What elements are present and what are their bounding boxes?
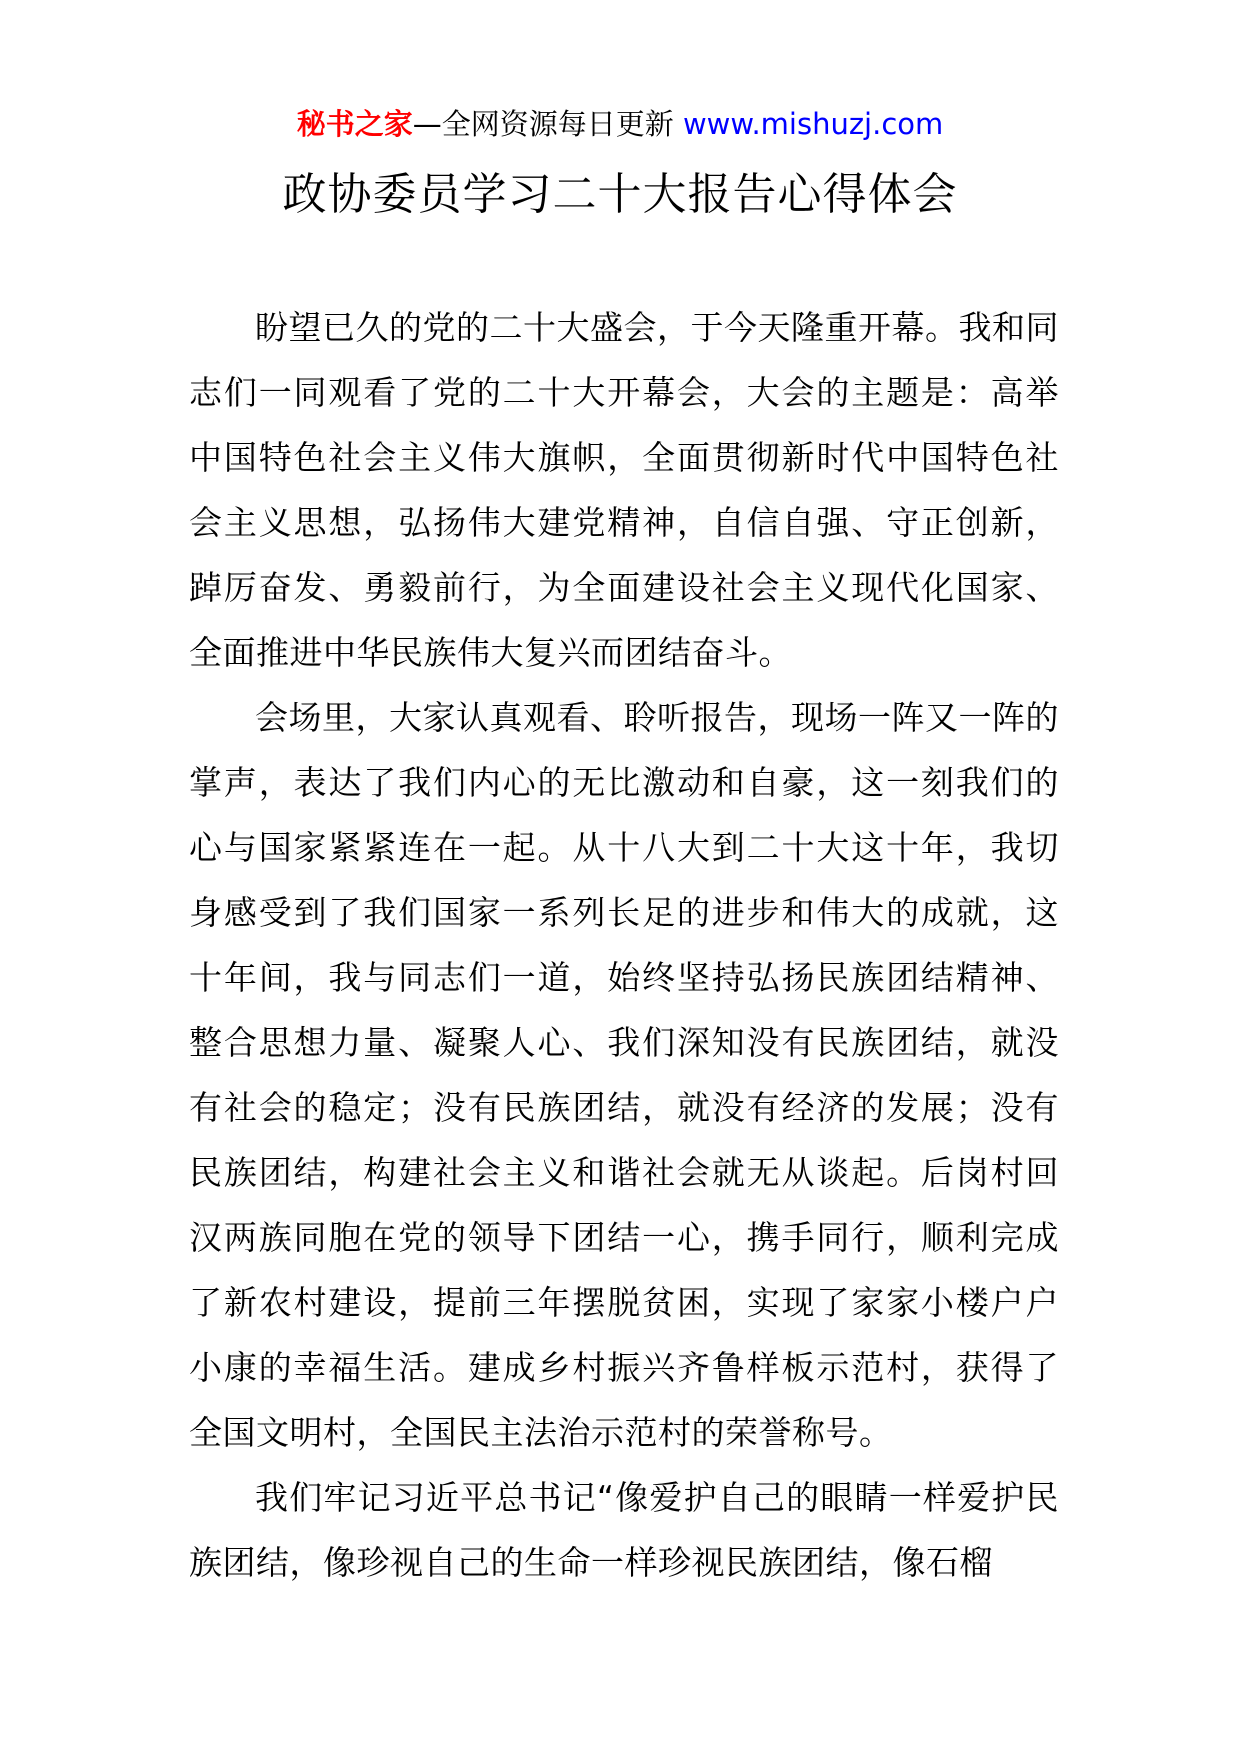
paragraph-1: 盼望已久的党的二十大盛会，于今天隆重开幕。我和同志们一同观看了党的二十大开幕会，大会的主题是：高举中国特色社会主义伟大旗帜，全面贯彻新时代中国特色社会主义思想，弘扬伟大建党精神，自信自强、守正创新，踔厉奋发、勇毅前行，为全面建设社会主义现代化国家、全面推进中华民族伟大复兴而团结奋斗。 bbox=[189, 308, 1059, 672]
document-title: 政协委员学习二十大报告心得体会 bbox=[282, 169, 958, 220]
paragraph-3: 我们牢记习近平总书记“像爱护自己的眼睛一样爱护民族团结，像珍视自己的生命一样珍视民族团结，像石榴 bbox=[189, 1478, 1059, 1582]
site-header bbox=[0, 104, 1240, 144]
site-url-link[interactable]: www.mishuzj.com bbox=[682, 107, 944, 141]
document-body bbox=[189, 295, 1059, 1595]
site-brand: 秘书之家 bbox=[296, 107, 413, 141]
paragraph-2: 会场里，大家认真观看、聆听报告，现场一阵又一阵的掌声，表达了我们内心的无比激动和自豪，这一刻我们的心与国家紧紧连在一起。从十八大到二十大这十年，我切身感受到了我们国家一系列长足的进步和伟大的成就，这十年间，我与同志们一道，始终坚持弘扬民族团结精神、整合思想力量、凝聚人心、我们深知没有民族团结，就没有社会的稳定；没有民族团结，就没有经济的发展；没有民族团结，构建社会主义和谐社会就无从谈起。后岗村回汉两族同胞在党的领导下团结一心，携手同行，顺利完成了新农村建设，提前三年摆脱贫困，实现了家家小楼户户小康的幸福生活。建成乡村振兴齐鲁样板示范村，获得了全国文明村，全国民主法治示范村的荣誉称号。 bbox=[189, 698, 1059, 1452]
site-tagline: —全网资源每日更新 bbox=[412, 107, 674, 141]
